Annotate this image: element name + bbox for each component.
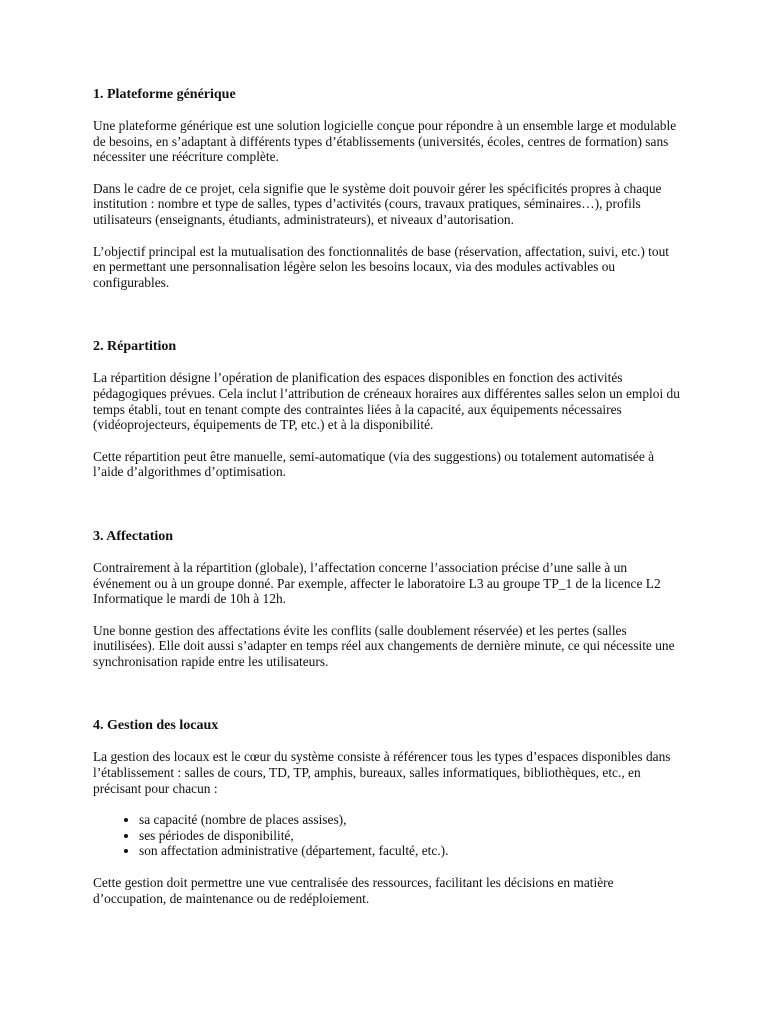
section-gestion-des-locaux — [93, 717, 683, 906]
paragraph: La répartition désigne l’opération de planification des espaces disponibles en fonction des activités pédagogiques prévues. Cela inclut l’attribution de créneaux horaires aux différentes salles selon un emploi du temps établi, tout en tenant compte des contraintes liées à la capacité, aux équipements nécessaires (vidéoprojecteurs, équipements de TP, etc.) et à la disponibilité. — [93, 370, 680, 433]
section-plateforme-generique — [93, 86, 683, 290]
section-affectation — [93, 528, 683, 670]
section-spacer — [93, 685, 683, 717]
section-spacer — [93, 306, 683, 338]
paragraph: La gestion des locaux est le cœur du système consiste à référencer tous les types d’espaces disponibles dans l’établissement : salles de cours, TD, TP, amphis, bureaux, salles informatiques, bibliothèques, etc., en précisant pour chacun : — [93, 749, 671, 796]
section-heading: 2. Répartition — [93, 339, 177, 355]
paragraph: Une bonne gestion des affectations évite les conflits (salle doublement réservée) et les pertes (salles inutilisées). Elle doit aussi s’adapter en temps réel aux changements de dernière minute, ce qui nécessite une synchronisation rapide entre les utilisateurs. — [93, 622, 675, 669]
document-page — [93, 86, 683, 922]
paragraph: L’objectif principal est la mutualisation des fonctionnalités de base (réservation, affectation, suivi, etc.) tout en permettant une personnalisation légère selon les besoins locaux, via des modules activables ou configurables. — [93, 243, 669, 290]
list-item: • sa capacité (nombre de places assises), — [139, 812, 683, 828]
paragraph: Une plateforme générique est une solution logicielle conçue pour répondre à un ensemble large et modulable de besoins, en s’adaptant à différents types d’établissements (universités, écoles, centres de formation) sans nécessiter une réécriture complète. — [93, 118, 677, 165]
section-heading: 3. Affectation — [93, 528, 174, 544]
paragraph: Cette répartition peut être manuelle, semi-automatique (via des suggestions) ou totalement automatisée à l’aide d’algorithmes d’optimisation. — [93, 448, 655, 480]
bullet-list — [93, 812, 683, 859]
section-repartition — [93, 338, 683, 480]
list-item: • son affectation administrative (département, faculté, etc.). — [139, 843, 683, 859]
list-item: • ses périodes de disponibilité, — [139, 828, 683, 844]
paragraph: Contrairement à la répartition (globale), l’affectation concerne l’association précise d’une salle à un événement ou à un groupe donné. Par exemple, affecter le laboratoire L3 au groupe TP_1 de la licence L2 Informatique le mardi de 10h à 12h. — [93, 559, 661, 607]
section-spacer — [93, 496, 683, 528]
paragraph: Dans le cadre de ce projet, cela signifie que le système doit pouvoir gérer les spécificités propres à chaque institution : nombre et type de salles, types d’activités (cours, travaux pratiques, séminaires…), profils utilisateurs (enseignants, étudiants, administrateurs), et niveaux d’autorisation. — [93, 180, 662, 227]
section-heading: 1. Plateforme générique — [93, 87, 236, 102]
section-heading: 4. Gestion des locaux — [93, 718, 219, 734]
paragraph: Cette gestion doit permettre une vue centralisée des ressources, facilitant les décisions en matière d’occupation, de maintenance ou de redéploiement. — [93, 875, 614, 906]
